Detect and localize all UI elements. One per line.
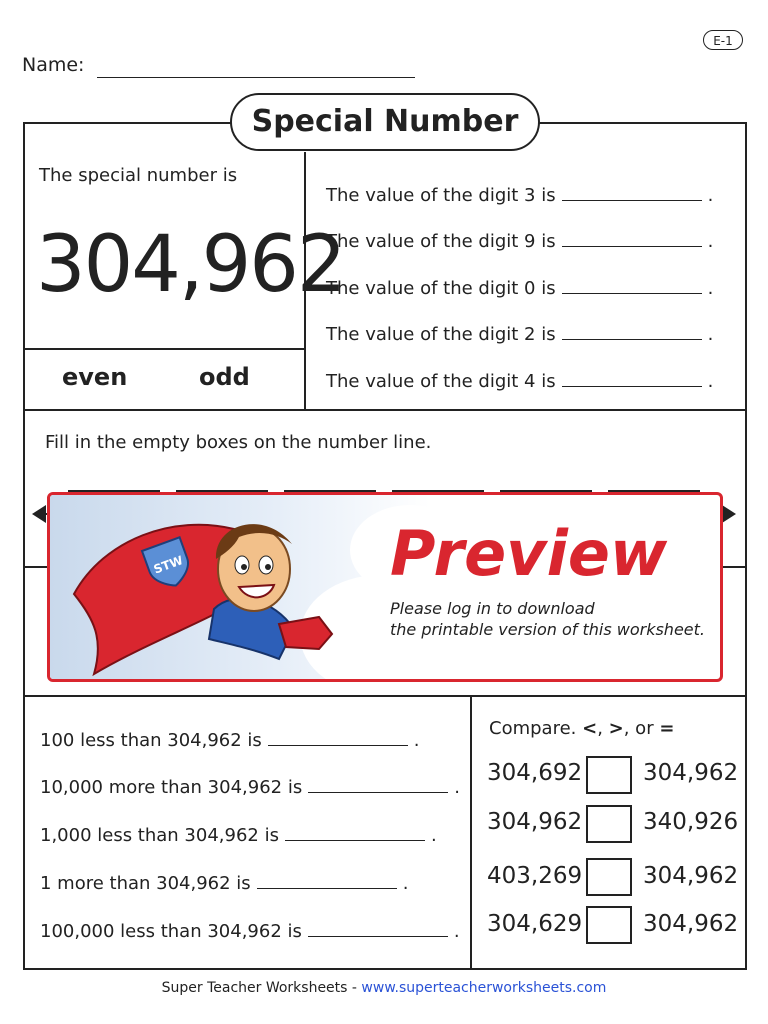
page-title: Special Number bbox=[230, 93, 540, 151]
odd-option[interactable]: odd bbox=[199, 363, 250, 391]
compare-right-value: 304,962 bbox=[643, 760, 739, 786]
digit-row-text: The value of the digit 3 is bbox=[326, 185, 556, 206]
relation-text: 1,000 less than 304,962 is bbox=[40, 825, 279, 846]
digit-row: The value of the digit 4 is . bbox=[326, 371, 714, 392]
answer-blank[interactable] bbox=[285, 840, 425, 841]
name-label: Name: bbox=[22, 54, 85, 76]
footer bbox=[0, 980, 768, 996]
equals-symbol: = bbox=[659, 718, 675, 739]
digit-row-text: The value of the digit 4 is bbox=[326, 371, 556, 392]
compare-right-value: 304,962 bbox=[643, 863, 739, 889]
even-option[interactable]: even bbox=[62, 363, 128, 391]
special-number-value: 304,962 bbox=[36, 220, 345, 310]
compare-instruction bbox=[489, 718, 674, 739]
relation-text: 100 less than 304,962 is bbox=[40, 730, 262, 751]
compare-left-value: 403,269 bbox=[487, 863, 583, 889]
number-line-instruction: Fill in the empty boxes on the number line. bbox=[45, 432, 432, 453]
preview-title: Preview bbox=[390, 517, 668, 590]
digit-row: The value of the digit 2 is . bbox=[326, 324, 714, 345]
arrow-right-icon bbox=[722, 505, 736, 523]
footer-brand: Super Teacher Worksheets - bbox=[161, 980, 362, 996]
compare-right-value: 340,926 bbox=[643, 809, 739, 835]
digit-row-text: The value of the digit 9 is bbox=[326, 231, 556, 252]
relation-row: 100 less than 304,962 is . bbox=[40, 730, 420, 751]
answer-blank[interactable] bbox=[308, 936, 448, 937]
worksheet-code-badge: E-1 bbox=[703, 30, 743, 50]
compare-answer-box[interactable] bbox=[586, 906, 632, 944]
answer-blank[interactable] bbox=[562, 200, 702, 201]
divider-section-1 bbox=[23, 409, 747, 411]
compare-answer-box[interactable] bbox=[586, 805, 632, 843]
digit-row-text: The value of the digit 2 is bbox=[326, 324, 556, 345]
answer-blank[interactable] bbox=[562, 293, 702, 294]
superhero-mascot-icon bbox=[64, 499, 354, 679]
less-than-symbol: < bbox=[582, 718, 598, 739]
digit-row: The value of the digit 9 is . bbox=[326, 231, 714, 252]
relation-row: 10,000 more than 304,962 is . bbox=[40, 777, 460, 798]
digit-row: The value of the digit 3 is . bbox=[326, 185, 714, 206]
preview-overlay[interactable] bbox=[47, 492, 723, 682]
compare-answer-box[interactable] bbox=[586, 858, 632, 896]
preview-message-line2: the printable version of this worksheet. bbox=[390, 620, 705, 639]
answer-blank[interactable] bbox=[562, 386, 702, 387]
footer-link[interactable]: www.superteacherworksheets.com bbox=[361, 980, 607, 996]
relation-text: 10,000 more than 304,962 is bbox=[40, 777, 303, 798]
answer-blank[interactable] bbox=[308, 792, 448, 793]
name-field-line[interactable] bbox=[97, 77, 415, 78]
divider-vertical-bottom bbox=[470, 695, 472, 970]
divider-even-odd bbox=[23, 348, 305, 350]
answer-blank[interactable] bbox=[562, 246, 702, 247]
arrow-left-icon bbox=[32, 505, 46, 523]
compare-left-value: 304,692 bbox=[487, 760, 583, 786]
answer-blank[interactable] bbox=[268, 745, 408, 746]
divider-section-3 bbox=[23, 695, 747, 697]
compare-left-value: 304,962 bbox=[487, 809, 583, 835]
special-number-label: The special number is bbox=[39, 165, 238, 186]
compare-separator: , or bbox=[623, 718, 660, 739]
relation-text: 100,000 less than 304,962 is bbox=[40, 921, 302, 942]
answer-blank[interactable] bbox=[562, 339, 702, 340]
compare-separator: , bbox=[597, 718, 609, 739]
relation-row: 1,000 less than 304,962 is . bbox=[40, 825, 437, 846]
compare-left-value: 304,629 bbox=[487, 911, 583, 937]
compare-prefix: Compare. bbox=[489, 718, 583, 739]
digit-row-text: The value of the digit 0 is bbox=[326, 278, 556, 299]
preview-message-line1: Please log in to download bbox=[390, 599, 595, 618]
badge-text: STW bbox=[151, 553, 185, 577]
compare-answer-box[interactable] bbox=[586, 756, 632, 794]
relation-row: 1 more than 304,962 is . bbox=[40, 873, 409, 894]
relation-row: 100,000 less than 304,962 is . bbox=[40, 921, 460, 942]
compare-right-value: 304,962 bbox=[643, 911, 739, 937]
digit-row: The value of the digit 0 is . bbox=[326, 278, 714, 299]
greater-than-symbol: > bbox=[608, 718, 624, 739]
relation-text: 1 more than 304,962 is bbox=[40, 873, 251, 894]
answer-blank[interactable] bbox=[257, 888, 397, 889]
